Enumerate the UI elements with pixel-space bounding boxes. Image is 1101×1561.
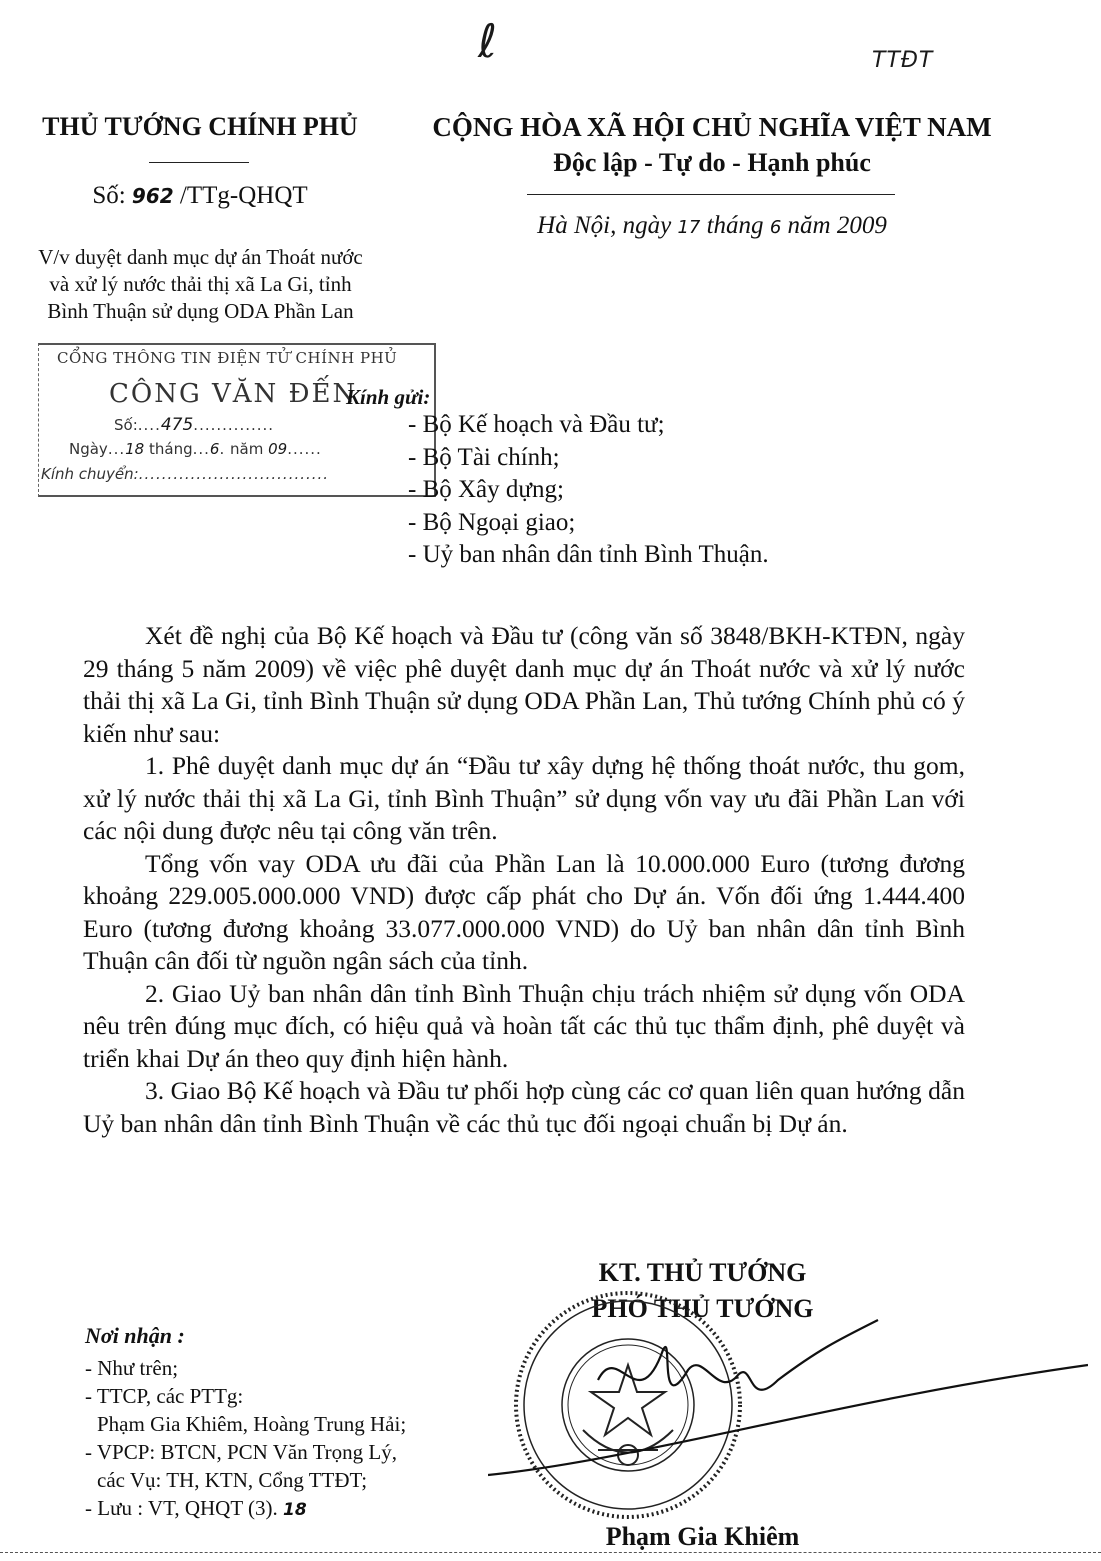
noi-nhan-item: - Lưu : VT, QHQT (3). [85,1496,278,1520]
stamp-number-label: Số: [114,416,138,434]
document-number-suffix: /TTg-QHQT [179,182,308,209]
recipient-item: - Bộ Xây dựng; [408,476,564,503]
signature-title: KT. THỦ TƯỚNG [598,1258,807,1287]
document-number-value: 962 [131,184,174,208]
recipient-item: - Bộ Kế hoạch và Đầu tư; [408,411,665,438]
divider-left [149,162,249,163]
divider-right [527,194,895,195]
signatory-name: Phạm Gia Khiêm [605,1522,800,1551]
incoming-document-stamp [38,343,436,497]
noi-nhan-list [85,1354,406,1524]
stamp-org-line: CỔNG THÔNG TIN ĐIỆN TỬ CHÍNH PHỦ [57,349,398,367]
subject-line: Bình Thuận sử dụng ODA Phần Lan [47,299,354,323]
official-seal [488,1280,1088,1530]
national-title: CỘNG HÒA XÃ HỘI CHỦ NGHĨA VIỆT NAM [432,112,992,142]
handwritten-mark-top-right: TTĐT [872,48,934,73]
document-number [30,182,370,210]
month-value: 6 [769,217,782,238]
recipients-list [408,409,1008,572]
noi-nhan-last-row [85,1494,406,1524]
stamp-number-row: Số:....475.............. [114,415,275,435]
body-paragraph: 3. Giao Bộ Kế hoạch và Đầu tư phối hợp cùng các cơ quan liên quan hướng dẫn Uỷ ban nhân dân tỉnh Bình Thuận về các thủ tục đối ngoại chuẩn bị Dự án. [83,1076,965,1138]
handwritten-mark-top: ℓ [478,14,498,68]
issuing-authority: THỦ TƯỚNG CHÍNH PHỦ [42,112,358,141]
seal-ring [516,1293,740,1517]
noi-nhan-item: Phạm Gia Khiêm, Hoàng Trung Hải; [97,1412,407,1436]
place-label: Hà Nội, ngày [537,212,672,239]
noi-nhan-item: - VPCP: BTCN, PCN Văn Trọng Lý, [85,1440,397,1464]
year-label: năm 2009 [787,212,887,239]
national-motto: Độc lập - Tự do - Hạnh phúc [553,148,871,177]
copy-count: 18 [283,1500,307,1520]
stamp-day-label: Ngày [69,440,108,458]
scan-edge-line [0,1552,1101,1553]
kinh-gui-label: Kính gửi: [346,385,431,409]
stamp-year-label: năm [230,440,264,458]
stamp-forward-label: Kính chuyển: [41,465,139,483]
place-date [412,212,1012,240]
signature-subtitle: PHÓ THỦ TƯỚNG [591,1294,814,1323]
seal-emblem [583,1365,673,1465]
body-paragraph: Xét đề nghị của Bộ Kế hoạch và Đầu tư (công văn số 3848/BKH-KTĐN, ngày 29 tháng 5 năm 2009) về việc phê duyệt danh mục dự án Thoát nước và xử lý nước thải thị xã La Gi, tỉnh Bình Thuận sử dụng ODA Phần Lan, Thủ tướng Chính phủ có ý kiến như sau: [83,621,965,748]
subject-line: và xử lý nước thải thị xã La Gi, tỉnh [49,272,352,296]
document-body [83,620,965,1140]
stamp-year-value: 09 [268,440,288,458]
body-paragraph: 2. Giao Uỷ ban nhân dân tỉnh Bình Thuận chịu trách nhiệm sử dụng vốn ODA nêu trên đúng mục đích, có hiệu quả và hoàn tất các thủ tục thẩm định, phê duyệt và triển khai Dự án theo quy định hiện hành. [83,978,965,1073]
month-label: tháng [706,212,764,239]
subject-line: V/v duyệt danh mục dự án Thoát nước [38,245,363,269]
body-paragraph: 1. Phê duyệt danh mục dự án “Đầu tư xây dựng hệ thống thoát nước, thu gom, xử lý nước thải thị xã La Gi, tỉnh Bình Thuận” sử dụng vốn vay ưu đãi Phần Lan với các nội dung được nêu tại công văn trên. [83,751,965,845]
stamp-date-row: Ngày...18 tháng...6. năm 09...... [69,440,322,458]
stamp-month-label: tháng [149,440,193,458]
subject-block [8,244,393,325]
day-value: 17 [677,217,701,238]
body-paragraph: Tổng vốn vay ODA ưu đãi của Phần Lan là 10.000.000 Euro (tương đương khoảng 229.005.000.000 VND) được cấp phát cho Dự án. Vốn đối ứng 1.444.400 Euro (tương đương khoảng 33.077.000.000 VND) do Uỷ ban nhân dân tỉnh Bình Thuận cân đối từ nguồn ngân sách của tỉnh. [83,848,965,975]
stamp-number-value: 475 [160,415,194,435]
document-number-prefix: Số: [92,182,126,209]
noi-nhan-heading: Nơi nhận : [85,1323,185,1348]
stamp-forward-row: Kính chuyển:................................. [41,465,330,483]
noi-nhan-item: các Vụ: TH, KTN, Cổng TTĐT; [97,1468,368,1492]
stamp-title: CÔNG VĂN ĐẾN [109,379,358,409]
recipient-item: - Uỷ ban nhân dân tỉnh Bình Thuận. [408,541,769,568]
recipient-item: - Bộ Ngoại giao; [408,508,576,536]
signature-stroke [488,1320,1088,1475]
noi-nhan-item: - Như trên; [85,1356,179,1380]
recipient-item: - Bộ Tài chính; [408,443,560,471]
stamp-month-value: 6 [209,440,220,458]
stamp-day-value: 18 [125,440,145,458]
noi-nhan-item: - TTCP, các PTTg: [85,1384,244,1408]
